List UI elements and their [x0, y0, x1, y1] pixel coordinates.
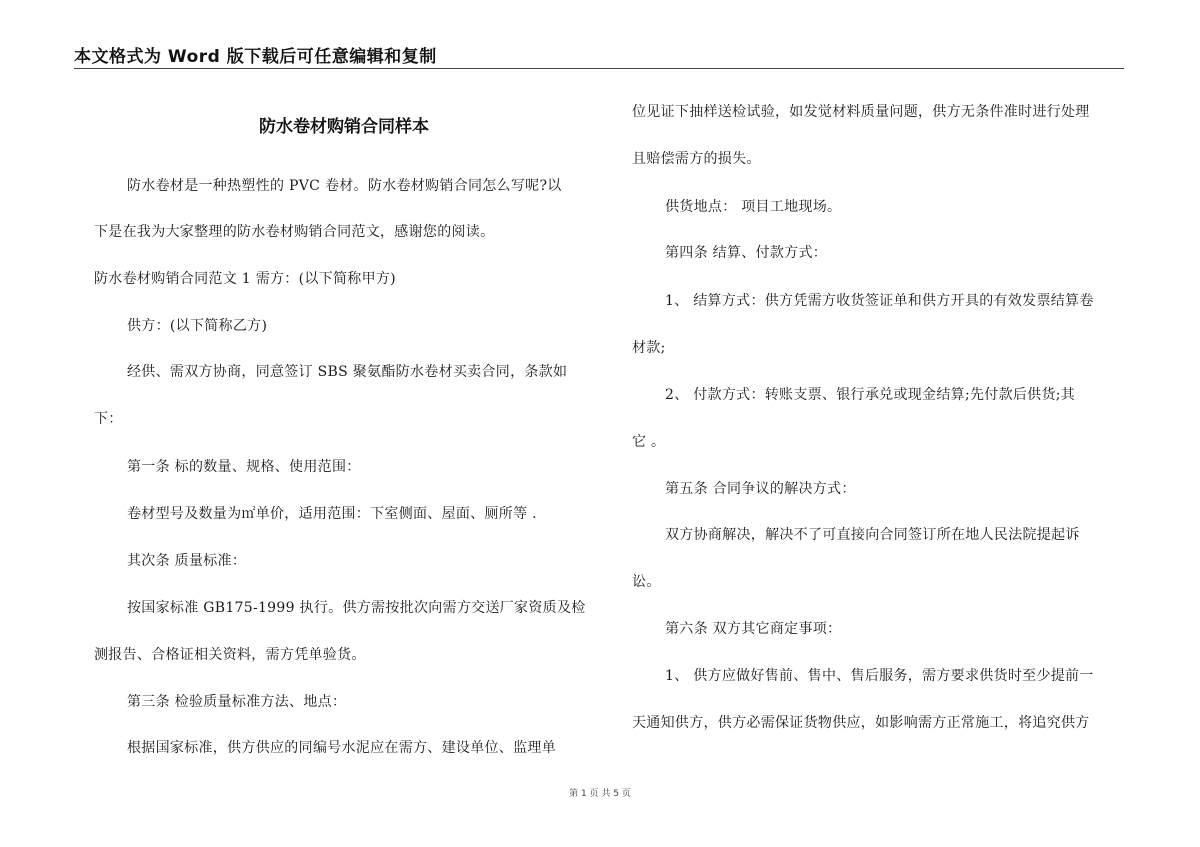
- paragraph-line: 供方：(以下简称乙方): [127, 318, 268, 334]
- paragraph-line: 1、 供方应做好售前、售中、售后服务，需方要求供货时至少提前一: [665, 668, 1094, 684]
- paragraph-line: 且赔偿需方的损失。: [632, 151, 761, 167]
- download-banner: 本文格式为 Word 版下载后可任意编辑和复制: [74, 47, 437, 67]
- paragraph-line: 供货地点： 项目工地现场。: [665, 199, 842, 215]
- paragraph-line: 它 。: [632, 434, 666, 450]
- paragraph-line: 经供、需双方协商，同意签订 SBS 聚氨酯防水卷材买卖合同，条款如: [127, 364, 568, 380]
- paragraph-line: 其次条 质量标准：: [127, 553, 247, 569]
- paragraph-line: 防水卷材是一种热塑性的 PVC 卷材。防水卷材购销合同怎么写呢?以: [127, 178, 562, 194]
- paragraph-line: 第三条 检验质量标准方法、地点：: [127, 694, 347, 710]
- document-title: 防水卷材购销合同样本: [259, 117, 429, 137]
- paragraph-line: 第四条 结算、付款方式：: [665, 245, 828, 261]
- page-number: 第 1 页 共 5 页: [569, 789, 631, 799]
- paragraph-line: 1、 结算方式：供方凭需方收货签证单和供方开具的有效发票结算卷: [665, 293, 1094, 309]
- paragraph-line: 位见证下抽样送检试验，如发觉材料质量问题，供方无条件准时进行处理: [632, 104, 1090, 120]
- paragraph-line: 双方协商解决，解决不了可直接向合同签订所在地人民法院提起诉: [665, 527, 1080, 543]
- paragraph-line: 按国家标准 GB175-1999 执行。供方需按批次向需方交送厂家资质及检: [127, 600, 586, 616]
- banner-divider: [74, 68, 1124, 69]
- paragraph-line: 2、 付款方式：转账支票、银行承兑或现金结算;先付款后供货;其: [665, 387, 1076, 403]
- paragraph-line: 下是在我为大家整理的防水卷材购销合同范文，感谢您的阅读。: [94, 224, 495, 240]
- paragraph-line: 下：: [94, 411, 123, 427]
- paragraph-line: 防水卷材购销合同范文 1 需方：(以下简称甲方): [94, 271, 396, 287]
- paragraph-line: 第一条 标的数量、规格、使用范围：: [127, 459, 361, 475]
- paragraph-line: 材款;: [632, 340, 666, 356]
- paragraph-line: 第六条 双方其它商定事项：: [665, 621, 842, 637]
- paragraph-line: 第五条 合同争议的解决方式：: [665, 481, 856, 497]
- paragraph-line: 天通知供方，供方必需保证货物供应，如影响需方正常施工，将追究供方: [632, 715, 1090, 731]
- paragraph-line: 测报告、合格证相关资料，需方凭单验货。: [94, 647, 366, 663]
- paragraph-line: 讼。: [632, 574, 661, 590]
- paragraph-line: 根据国家标准，供方供应的同编号水泥应在需方、建设单位、监理单: [127, 740, 556, 756]
- paragraph-line: 卷材型号及数量为㎡单价，适用范围：下室侧面、屋面、厕所等 .: [127, 506, 537, 522]
